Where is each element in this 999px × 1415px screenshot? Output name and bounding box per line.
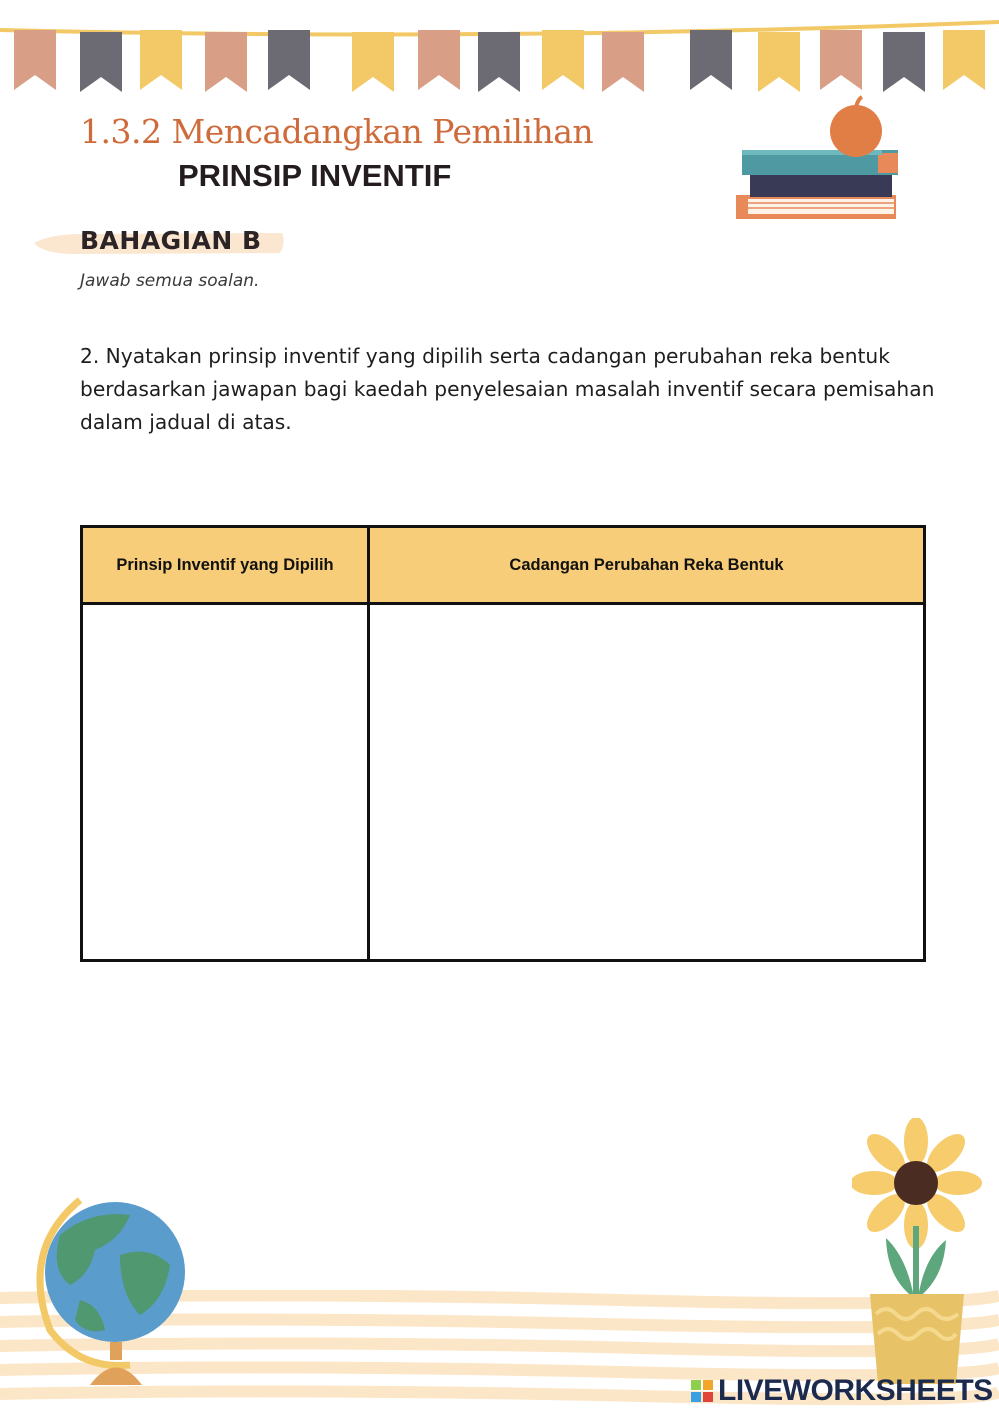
table-row [82,604,925,961]
books-apple-icon [728,95,908,225]
bunting-flag [205,32,247,92]
liveworksheets-watermark [690,1373,993,1409]
brand-name: LIVEWORKSHEETS [718,1374,993,1407]
bunting-flag [268,30,310,90]
header-prinsip: Prinsip Inventif yang Dipilih [82,527,369,604]
bunting-flag [758,32,800,92]
bunting-flag [542,30,584,90]
bunting-flag [80,32,122,92]
sunflower-pot-icon [852,1118,982,1388]
page-title: 1.3.2 Mencadangkan Pemilihan [80,112,594,151]
bunting-decoration [0,0,999,110]
bunting-flag [352,32,394,92]
question-text: 2. Nyatakan prinsip inventif yang dipilih serta cadangan perubahan reka bentuk berdasarkan jawapan bagi kaedah penyelesaian masalah inventif secara pemisahan dalam jadual di atas. [80,344,935,434]
bunting-flag [140,30,182,90]
page-subtitle: PRINSIP INVENTIF [178,158,452,193]
bunting-flag [820,30,862,90]
bunting-flag [478,32,520,92]
bunting-flag [602,32,644,92]
instruction-text: Jawab semua soalan. [80,271,260,291]
bunting-flag [943,30,985,90]
globe-icon [20,1190,195,1390]
bunting-flag [690,30,732,90]
answer-prinsip-cell[interactable] [82,604,369,961]
section-title: BAHAGIAN B [80,226,262,255]
bunting-flag [883,32,925,92]
table-header-row [82,527,925,604]
header-cadangan: Cadangan Perubahan Reka Bentuk [369,527,925,604]
answer-cadangan-cell[interactable] [369,604,925,961]
bunting-flag [14,30,56,90]
liveworksheets-logo-icon [690,1379,714,1403]
bunting-flag [418,30,460,90]
answer-table [80,525,926,962]
